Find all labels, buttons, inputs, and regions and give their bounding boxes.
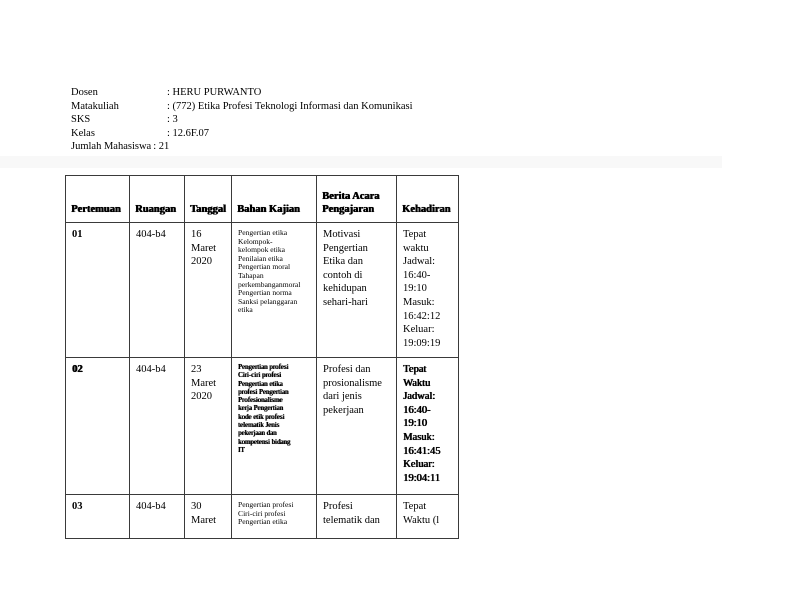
cell-pertemuan: 01	[66, 223, 130, 358]
table-row	[66, 223, 459, 358]
table-row	[66, 358, 459, 495]
cell-berita-acara: Profesi telematik dan	[317, 495, 397, 539]
column-header-ruangan: Ruangan	[130, 176, 185, 223]
info-row-dosen	[71, 86, 413, 100]
cell-kehadiran: Tepat waktu Jadwal: 16:40- 19:10 Masuk: 16:42:12 Keluar: 19:09:19	[397, 223, 459, 358]
cell-ruangan: 404-b4	[130, 223, 185, 358]
info-row-jumlah-mahasiswa	[71, 140, 413, 154]
column-header-kehadiran: Kehadiran	[397, 176, 459, 223]
cell-bahan-kajian: Pengertian profesi Ciri-ciri profesi Pengertian etika	[232, 495, 317, 539]
cell-kehadiran: Tepat Waktu Jadwal: 16:40- 19:10 Masuk: 16:41:45 Keluar: 19:04:11	[397, 358, 459, 495]
info-label: Jumlah Mahasiswa	[71, 141, 152, 153]
cell-pertemuan: 03	[66, 495, 130, 539]
cell-bahan-kajian: Pengertian profesi Ciri-ciri profesi Pengertian etika profesi Pengertian Profesionalisme kerja Pengertian kode etik profesi telematik Jenis pekerjaan dan kompetensi bidang IT	[232, 358, 317, 495]
info-row-matakuliah	[71, 100, 413, 114]
info-row-kelas	[71, 127, 413, 141]
column-header-bahan-kajian: Bahan Kajian	[232, 176, 317, 223]
info-value: : 3	[167, 114, 178, 126]
cell-tanggal: 16 Maret 2020	[185, 223, 232, 358]
cell-tanggal: 23 Maret 2020	[185, 358, 232, 495]
info-label: Kelas	[71, 127, 95, 139]
column-header-berita-acara: Berita Acara Pengajaran	[317, 176, 397, 223]
info-value: : 21	[153, 141, 170, 153]
cell-pertemuan: 02	[66, 358, 130, 495]
column-header-tanggal: Tanggal	[185, 176, 232, 223]
info-label: SKS	[71, 114, 91, 126]
cell-ruangan: 404-b4	[130, 495, 185, 539]
info-value: : 12.6F.07	[167, 127, 210, 139]
column-header-pertemuan: Pertemuan	[66, 176, 130, 223]
cell-bahan-kajian: Pengertian etika Kelompok- kelompok etika Penilaian etika Pengertian moral Tahapan perkembanganmoral Pengertian norma Sanksi pelanggaran etika	[232, 223, 317, 358]
attendance-table	[65, 175, 459, 539]
info-value: : HERU PURWANTO	[167, 87, 262, 98]
course-info	[71, 86, 413, 154]
cell-kehadiran: Tepat Waktu (l	[397, 495, 459, 539]
info-row-sks	[71, 113, 413, 127]
cell-berita-acara: Profesi dan prosionalisme dari jenis pekerjaan	[317, 358, 397, 495]
table-header-row	[66, 176, 459, 223]
cell-berita-acara: Motivasi Pengertian Etika dan contoh di kehidupan sehari-hari	[317, 223, 397, 358]
cell-ruangan: 404-b4	[130, 358, 185, 495]
background-band	[0, 156, 722, 168]
info-label: Dosen	[71, 87, 98, 98]
table-row	[66, 495, 459, 539]
cell-tanggal: 30 Maret	[185, 495, 232, 539]
info-value: : (772) Etika Profesi Teknologi Informasi dan Komunikasi	[167, 100, 413, 112]
info-label: Matakuliah	[71, 100, 119, 112]
